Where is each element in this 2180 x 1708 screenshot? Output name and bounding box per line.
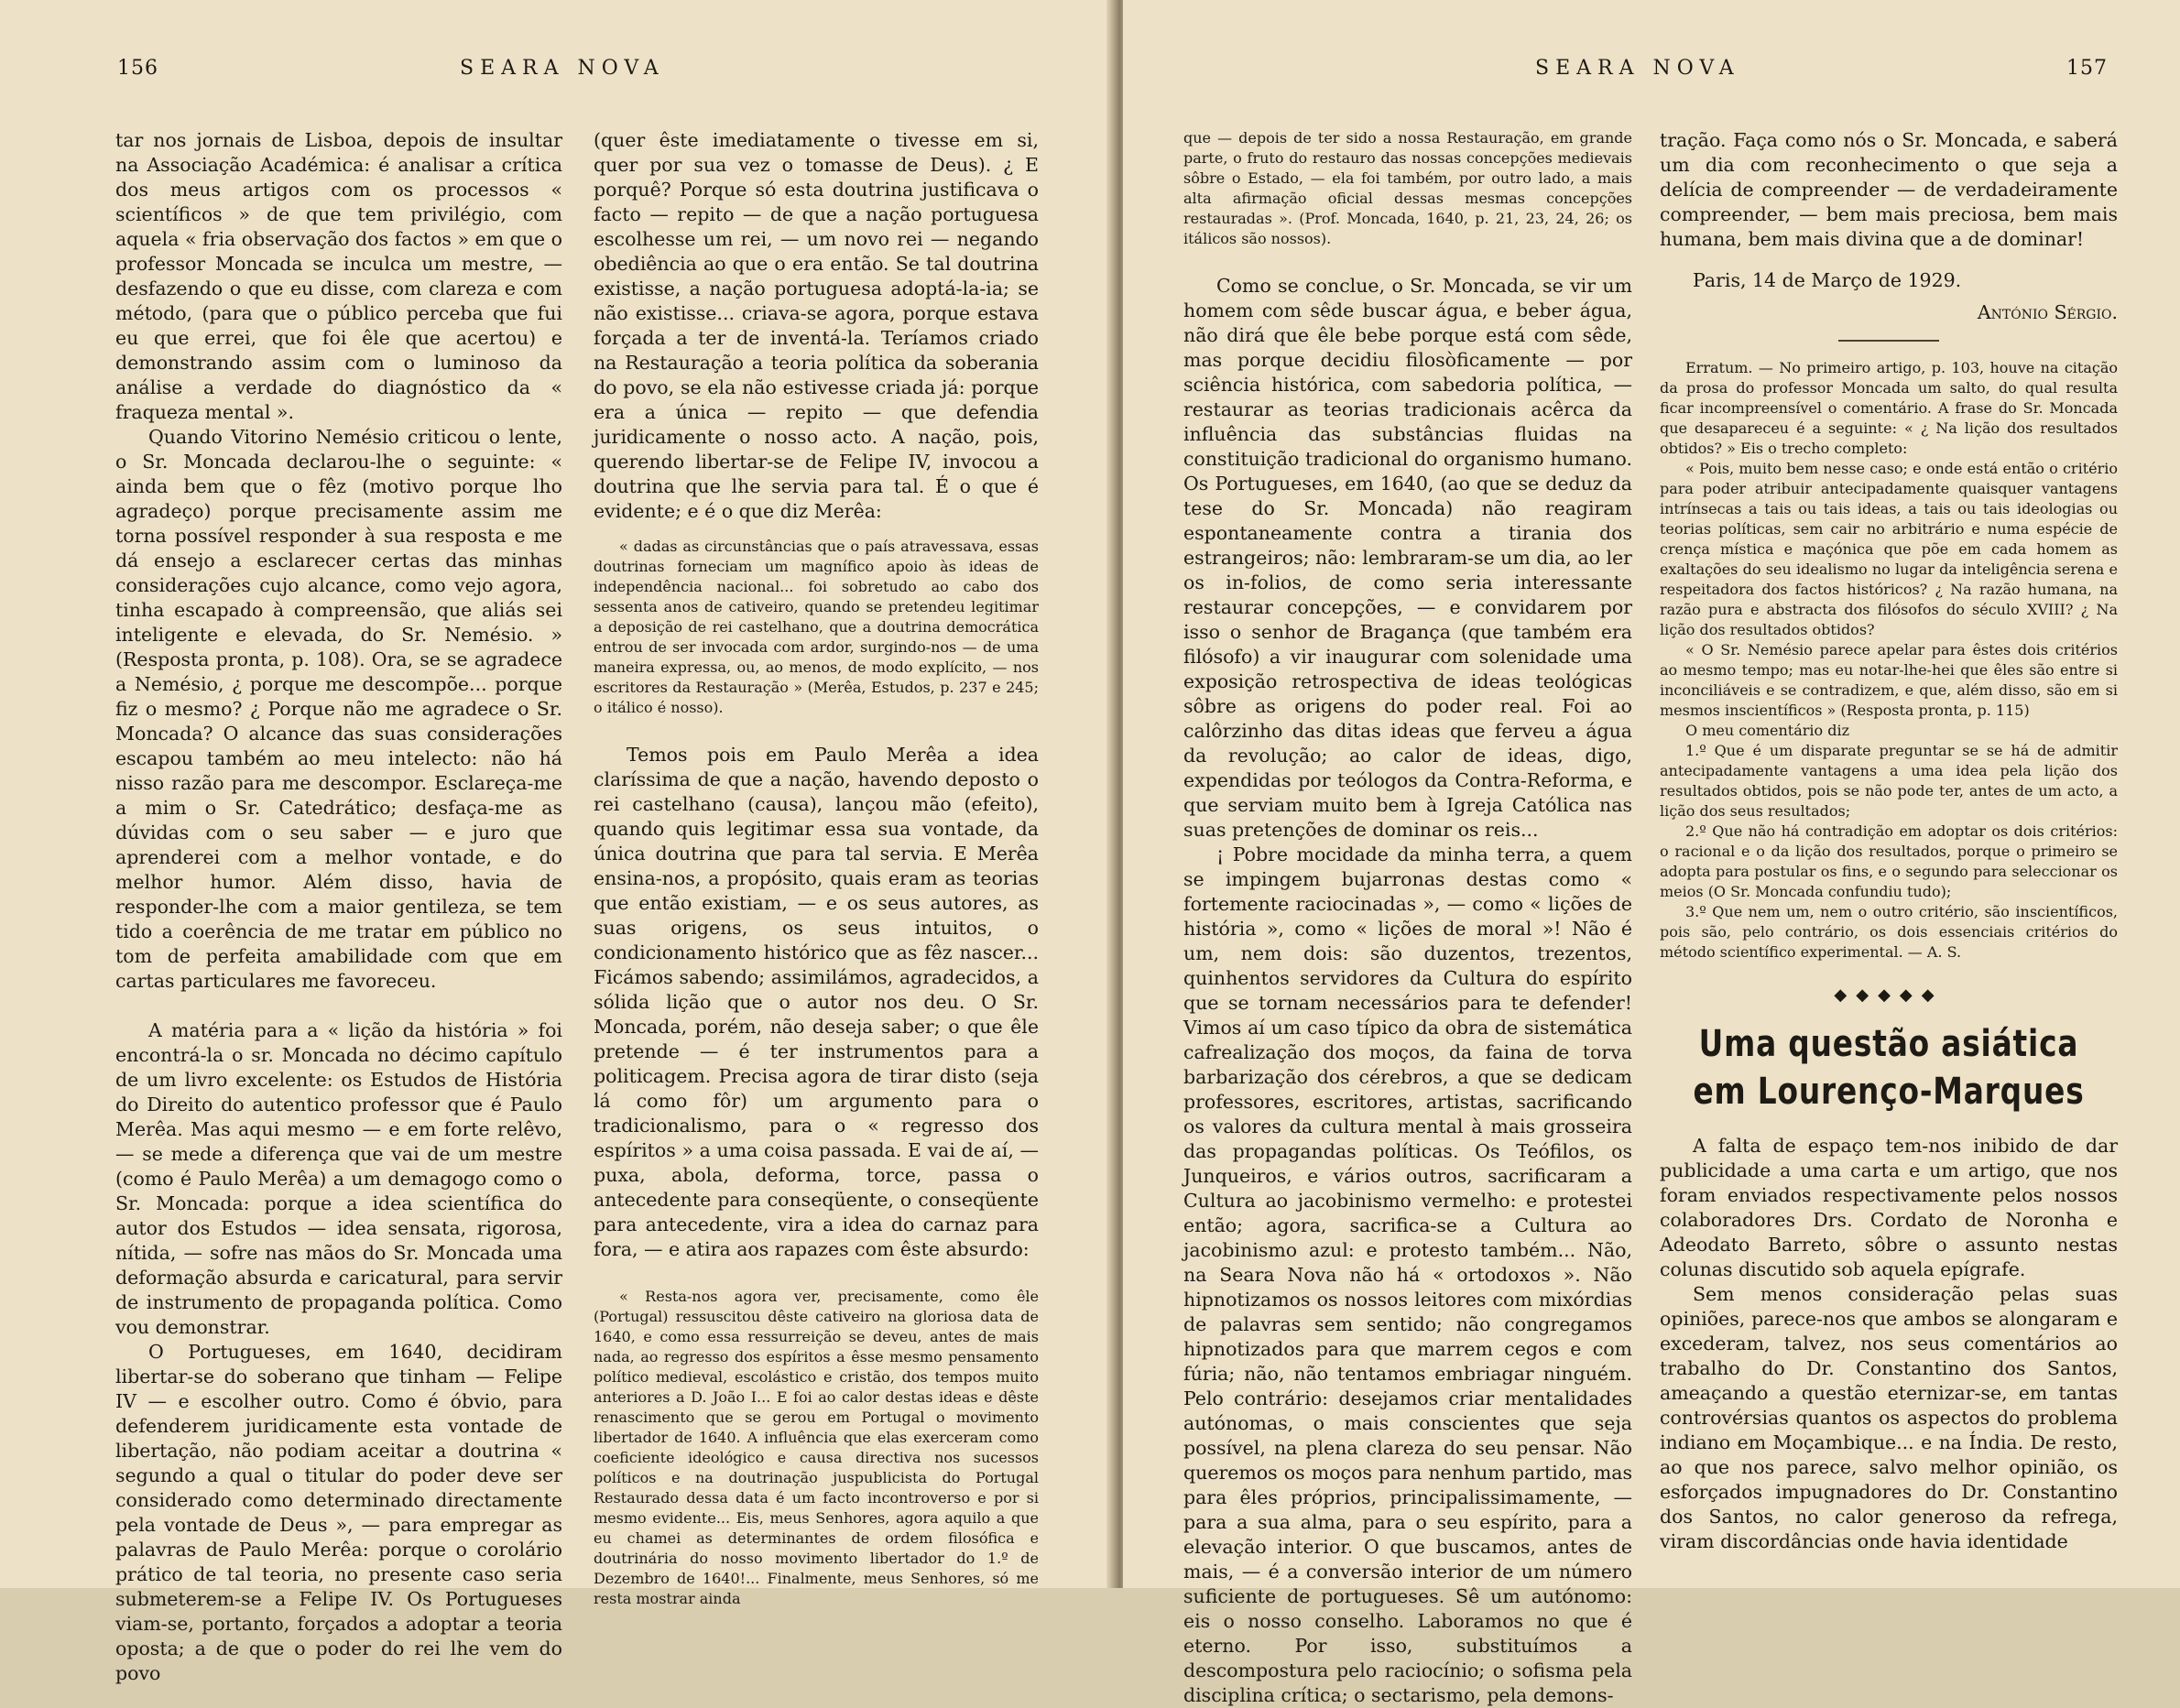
page-number-left: 156 [117,57,158,80]
headline-line-1: Uma questão asiática [1698,1023,2079,1065]
erratum-paragraph: 1.º Que é um disparate preguntar se se há de admitir antecipadamente vantagens a uma idea pela lição dos resultados obtidos, pois se não pode ter, antes de um acto, a lição dos seus resultados; [1660,742,2118,820]
article-headline [1671,1020,2107,1115]
paragraph: A matéria para a « lição da história » foi encontrá-la o sr. Moncada no décimo capítulo de um livro excelente: os Estudos de História do Direito do autentico professor que é Paulo Merêa. Mas aqui mesmo — e em forte relêvo, — se mede a diferença que vai de um mestre (como é Paulo Merêa) a um demagogo como o Sr. Moncada: porque a idea scientífica do autor dos Estudos — idea sensata, rigorosa, nítida, — sofre nas mãos do Sr. Moncada uma deformação absurda e caricatural, para servir de instrumento de propaganda política. Como vou demonstrar. [115,1019,562,1338]
erratum-paragraph: O meu comentário diz [1685,722,1850,739]
erratum-paragraph: 2.º Que não há contradição em adoptar os dois critérios: o racional e o da lição dos resultados, porque o primeiro se adopta para postular os fins, e o segundo para seleccionar os meios (O Sr. Moncada confundiu tudo); [1660,822,2118,900]
left-column-1 [115,128,562,1686]
right-column-2 [1660,128,2118,1554]
divider-rule [1838,340,1939,342]
paragraph: Sem menos consideração pelas suas opiniões, parece-nos que ambos se alongaram e excederam, talvez, nos seus comentários ao trabalho do Dr. Constantino dos Santos, ameaçando a questão eternizar-se, em tantas controvérsias quantos os aspectos do problema indiano em Moçambique... e na Índia. De resto, ao que nos parece, salvo melhor opinião, os esforçados impugnadores do Dr. Constantino dos Santos, no calor generoso da refrega, viram discordâncias onde havia identidade [1660,1283,2118,1552]
block-quote [1183,128,1632,249]
headline-line-2: em Lourenço-Marques [1693,1071,2085,1113]
paragraph: tar nos jornais de Lisboa, depois de insultar na Associação Académica: é analisar a crítica dos meus artigos com os processos « scientíficos » de que tem privilégio, com aquela « fria observação dos factos » em que o professor Moncada se inculca um mestre, — desfazendo o que eu disse, com clareza e com método, (para que o público perceba que fui eu que errei, que foi êle que acertou) e demonstrando assim com o luminoso da análise a verdade do diagnóstico da « fraqueza mental ». [115,129,562,423]
paragraph: A falta de espaço tem-nos inibido de dar publicidade a uma carta e um artigo, que nos foram enviados respectivamente pelos nossos colaboradores Drs. Cordato de Noronha e Adeodato Barreto, sôbre o assunto nestas colunas discutido sob aquela epígrafe. [1660,1135,2118,1280]
section-separator: ◆◆◆◆◆ [1834,985,1944,1005]
right-column-1 [1183,128,1632,1708]
erratum-paragraph: Erratum. — No primeiro artigo, p. 103, houve na citação da prosa do professor Moncada um salto, do qual resulta ficar incompreensível o comentário. A frase do Sr. Moncada que desapareceu é a seguinte: « ¿ Na lição dos resultados obtidos? » Eis o trecho completo: [1660,359,2118,457]
running-head-right: SEARA NOVA [1535,57,1740,80]
paragraph: Como se conclue, o Sr. Moncada, se vir um homem com sêde buscar água, e beber água, não dirá que êle bebe porque está com sêde, mas porque decidiu filosòficamente — por sciência histórica, com sabedoria política, — restaurar as teorias tradicionais acêrca da influência das substâncias fluidas na constituição tradicional do organismo humano. Os Portugueses, em 1640, (ao que se deduz da tese do Sr. Moncada) não reagiram espontaneamente contra a tirania dos estrangeiros; não: lembraram-se um dia, ao ler os in-folios, de como seria interessante restaurar concepções, — e convidarem por isso o senhor de Bragança (que também era filósofo) a vir inaugurar com solenidade uma exposição retrospectiva de ideas teológicas sôbre as origens do poder real. Foi ao calôrzinho das ditas ideas que ferveu a água da revolução; ao calor de ideas, digo, expendidas por teólogos da Contra-Reforma, e que serviam muito bem à Igreja Católica nas suas pretenções de dominar os reis... [1183,275,1632,841]
paragraph: ¡ Pobre mocidade da minha terra, a quem se impingem bujarronas destas como « fortemente raciocinadas », — como « lições de história », como « lições de moral »! Não é um, nem dois: são duzentos, trezentos, quinhentos servidores da Cultura do espírito que se tornam necessários para te defender! Vimos aí um caso típico da obra de sistemática cafrealização dos moços, da faina de torva barbarização dos cérebros, a que se dedicam professores, escritores, artistas, sacrificando os valores da cultura mental à mais grosseira das propagandas políticas. Os Teófilos, os Junqueiros, e vários outros, sacrificaram a Cultura ao jacobinismo vermelho: e protestei então; agora, sacrifica-se a Cultura ao jacobinismo azul: e protesto também... Não, na Seara Nova não há « ortodoxos ». Não hipnotizamos os nossos leitores com mixórdias de palavras sem sentido; não congregamos hipnotizados para que marrem cegos e com fúria; não, não tentamos embriagar ninguém. Pelo contrário: desejamos criar mentalidades autónomas, o mais conscientes que seja possível, na plena clareza do seu pensar. Não queremos os moços para nenhum partido, mas para êles próprios, principalissimamente, — para a sua alma, para o seu espírito, para a elevação interior. O que buscamos, antes de mais, — é a conversão interior de um número suficiente de portugueses. Sê um autónomo: eis o nosso conselho. Laboramos no que é eterno. Por isso, substituímos a descompostura pelo raciocínio; o sofisma pela disciplina crítica; o sectarismo, pela demons- [1183,843,1632,1706]
erratum-paragraph: « Pois, muito bem nesse caso; e onde está então o critério para poder atribuir antecipadamente quaisquer vantagens intrínsecas a tais ou tais ideas, a tais ou tais ideologias ou teorias políticas, sem cair no arbitrário e numa espécie de crença mística e maçónica que põe em cada homem as exaltações do seu idealismo no lugar da inteligência serena e respeitadora dos factos históricos? ¿ Na razão humana, na razão pura e abstracta dos filósofos do século XVIII? ¿ Na lição dos resultados obtidos? [1660,460,2118,638]
paragraph: tração. Faça como nós o Sr. Moncada, e saberá um dia com reconhecimento o que seja a delícia de compreender — de verdadeiramente compreender, — bem mais preciosa, bem mais humana, bem mais divina que a de dominar! [1660,129,2118,250]
block-quote [594,1287,1039,1609]
running-head-left: SEARA NOVA [460,57,665,80]
paragraph: (quer êste imediatamente o tivesse em si, quer por sua vez o tomasse de Deus). ¿ E porquê? Porque só esta doutrina justificava o facto — repito — de que a nação portuguesa escolhesse um rei, — um novo rei — negando obediência ao que o era então. Se tal doutrina existisse, a nação portuguesa adoptá-la-ia; se não existisse... criava-se agora, porque estava forçada a ter de inventá-la. Teríamos criado na Restauração a teoria política da soberania do povo, se ela não estivesse criada já: porque era a única — repito — que defendia juridicamente o nosso acto. A nação, pois, querendo libertar-se de Felipe IV, invocou a doutrina que lhe servia para tal. É o que é evidente; e é o que diz Merêa: [594,129,1039,522]
erratum-paragraph: « O Sr. Nemésio parece apelar para êstes dois critérios ao mesmo tempo; mas eu notar-lhe-hei que êles são entre si inconciliáveis e se contradizem, e que, além disso, são em si mesmos inscientíficos » (Resposta pronta, p. 115) [1660,641,2118,719]
left-column-2 [594,128,1039,1609]
block-quote [594,537,1039,718]
paragraph: O Portugueses, em 1640, decidiram libertar-se do soberano que tinham — Felipe IV — e escolher outro. Como é óbvio, para defenderem juridicamente esta vontade de libertação, não podiam aceitar a doutrina « segundo a qual o titular do poder deve ser considerado como determinado directamente pela vontade de Deus », — para empregar as palavras de Paulo Merêa: porque o corolário prático de tal teoria, no presente caso seria submeterem-se a Felipe IV. Os Portugueses viam-se, portanto, forçados a adoptar a teoria oposta; a de que o poder do rei lhe vem do povo [115,1341,562,1684]
paragraph: Quando Vitorino Nemésio criticou o lente, o Sr. Moncada declarou-lhe o seguinte: « ainda bem que o fêz (motivo porque lho agradeço) porque precisamente assim me torna possível responder à sua resposta e me dá ensejo a esclarecer certas das minhas considerações cujo alcance, como vejo agora, tinha escapado à compreensão, que aliás sei inteligente e elevada, do Sr. Nemésio. » (Resposta pronta, p. 108). Ora, se se agradece a Nemésio, ¿ porque me descompõe... porque fiz o mesmo? ¿ Porque não me agradece o Sr. Moncada? O alcance das suas considerações escapou também ao meu intelecto: não há nisso razão para me descompor. Esclareça-me a mim o Sr. Catedrático; desfaça-me as dúvidas com o seu saber — e juro que aprenderei com a melhor vontade, e do melhor humor. Além disso, havia de responder-lhe com a maior gentileza, se tem tido a coerência de me tratar em público no tom de perfeita amabilidade com que em cartas particulares me favoreceu. [115,426,562,992]
erratum-note [1660,358,2118,963]
right-page [1123,0,2180,1706]
quote-text: « dadas as circunstâncias que o país atravessava, essas doutrinas forneciam um magnífico apoio às ideas de independência nacional... foi sobretudo ao cabo dos sessenta anos de cativeiro, quando se pretendeu legitimar a deposição de rei castelhano, que a doutrina democrática entrou de ser invocada com ardor, surgindo-nos — de uma maneira expressa, ou, ao menos, de modo explícito, — nos escritores da Restauração » (Merêa, Estudos, p. 237 e 245; o itálico é nosso). [594,538,1039,716]
page-number-right: 157 [2066,57,2108,80]
quote-text: que — depois de ter sido a nossa Restauração, em grande parte, o fruto do restauro das nossas concepções medievais sôbre o Estado, — ela foi também, por outro lado, a mais alta afirmação oficial dessas mesmas concepções restauradas ». (Prof. Moncada, 1640, p. 21, 23, 24, 26; os itálicos são nossos). [1183,129,1632,247]
paragraph: Temos pois em Paulo Merêa a idea claríssima de que a nação, havendo deposto o rei castelhano (causa), lançou mão (efeito), quando quis legitimar essa sua vontade, da única doutrina que para tal servia. E Merêa ensina-nos, a propósito, quais eram as teorias que então existiam, — e os seus autores, as suas origens, os seus intuitos, o condicionamento histórico que as fêz nascer... Ficámos sabendo; assimilámos, agradecidos, a sólida lição que o autor nos deu. O Sr. Moncada, porém, não deseja saber; o que êle pretende — é ter instrumentos para a politicagem. Precisa agora de tirar disto (seja lá como fôr) um argumento para o tradicionalismo, para o « regresso dos espíritos » a uma coisa passada. E vai de aí, — puxa, abola, deforma, torce, passa o antecedente para conseqüente, o conseqüente para antecedente, vira a idea do carnaz para fora, — e atira aos rapazes com êste absurdo: [594,744,1039,1260]
signature: António Sérgio. [1977,301,2118,323]
erratum-paragraph: 3.º Que nem um, nem o outro critério, são inscientíficos, pois são, pelo contrário, os dois essenciais critérios do método scientífico experimental. — A. S. [1660,903,2118,961]
dateline: Paris, 14 de Março de 1929. [1693,269,1962,291]
quote-text: « Resta-nos agora ver, precisamente, como êle (Portugal) ressuscitou dêste cativeiro na gloriosa data de 1640, e como essa ressurreição se deveu, antes de mais nada, ao regresso dos espíritos a êsse mesmo pensamento político medieval, escolástico e cristão, dos tempos muito anteriores a D. João I... E foi ao calor destas ideas e dêste renascimento que se gerou em Portugal o movimento libertador de 1640. A influência que elas exerceram como coeficiente ideológico e causa directiva nos sucessos políticos e na doutrinação juspublicista do Portugal Restaurado dessa data é um facto incontroverso e por si mesmo evidente... Eis, meus Senhores, agora aquilo a que eu chamei as determinantes de ordem filosófica e doutrinária do nosso movimento libertador do 1.º de Dezembro de 1640!... Finalmente, meus Senhores, só me resta mostrar ainda [594,1288,1039,1607]
